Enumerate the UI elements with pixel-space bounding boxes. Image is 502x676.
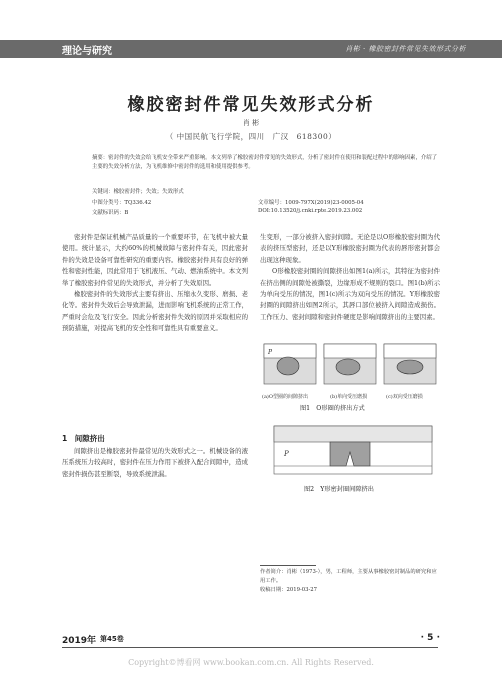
figure-1-caption: 图1 O形圈的挤出方式 (300, 405, 365, 412)
footer-year: 2019年 (62, 636, 97, 646)
keywords: 关键词：橡胶密封件；失效；失效形式 (92, 189, 184, 195)
left-column (62, 232, 248, 335)
figure-2-caption: 图2 Y形密封圈间隙挤出 (304, 486, 374, 493)
right-paragraph-2: O形橡胶密封圈的间隙挤出如图1(a)所示，其特征为密封件在挤出侧的间隙处被撕裂，边缘形成不规则的裂口。图1(b)所示为单向受压的情况，图1(c)所示为双向受压的情况。Y形橡胶密封圈的间隙挤出如图2所示，其唇口部位被挤入间隙造成损伤。工作压力、密封间隙和密封件硬度是影响间隙挤出的主要因素。 (260, 267, 440, 321)
right-column (260, 232, 440, 323)
figure-1b-caption: (b)单向受压磨损 (330, 394, 368, 400)
section-1-paragraph: 间隙挤出是橡胶密封件最常见的失效形式之一。机械设备的液压系统压力较高时，密封件在压力作用下被挤入配合间隙中，造成密封件损伤甚至断裂，导致系统泄漏。 (62, 447, 248, 478)
page-number: · 5 · (420, 633, 440, 643)
article-author: 肖 彬 (242, 119, 260, 127)
clc-number: 中图分类号：TQ336.42 (92, 200, 152, 206)
section-1-body (62, 446, 248, 480)
pressure-label-fig2: P (284, 450, 289, 458)
doi: DOI:10.13520/j.cnki.rpte.2019.23.002 (258, 208, 363, 214)
left-paragraph-2: 橡胶密封件的失效形式主要有挤出、压缩永久变形、磨损、老化等。密封件失效后会导致泄漏，进而影响飞机系统的正常工作，严重时会危及飞行安全。因此分析密封件失效的原因并采取相应的预防措施，对提高飞机的安全性和可靠性具有重要意义。 (62, 290, 248, 333)
figure-1a-caption: (a)O型圈的间隙挤出 (262, 394, 308, 400)
abstract: 摘要：密封件的失效会给飞机安全带来严重影响。本文列举了橡胶密封件常见的失效形式，分析了密封件在使用和装配过程中的影响因素，介绍了主要的失效分析方法，为飞机维修中密封件的选用和使用提供参考。 (92, 155, 438, 170)
figure-1c-caption: (c)双向受压磨损 (386, 394, 423, 400)
left-paragraph-1: 密封件是保证机械产品质量的一个重要环节，在飞机中被大量使用。统计显示，大约60%的机械故障与密封件有关，因此密封件的失效是设备可靠性研究的重要内容。橡胶密封件具有良好的弹性和密封性能，因此常用于飞机液压、气动、燃油系统中。本文列举了橡胶密封件常见的失效形式，并分析了失效原因。 (62, 233, 248, 287)
author-affiliation: （ 中国民航飞行学院，四川 广汉 618300） (165, 132, 337, 141)
copyright-watermark: Copyright©博看网 www.bookan.com.cn. All Rights Reserved. (128, 658, 374, 667)
footnote-divider (260, 565, 316, 566)
footer-volume: 第45卷 (100, 635, 124, 643)
article-title: 橡胶密封件常见失效形式分析 (127, 95, 375, 115)
right-paragraph-1: 生变形，一部分被挤入密封间隙。无论是以O形橡胶密封圈为代表的挤压型密封，还是以Y形橡胶密封圈为代表的唇形密封都会出现这种现象。 (260, 233, 440, 264)
figure-1c (384, 344, 436, 384)
section-label: 理论与研究 (62, 46, 112, 57)
article-number: 文章编号：1009-797X(2019)23-0005-04 (258, 200, 364, 206)
section-1-heading: 1 间隙挤出 (62, 434, 105, 443)
figure-1-o-ring-extrusion (260, 338, 440, 390)
pressure-label-fig1: P (268, 349, 273, 356)
document-code: 文献标识码：B (92, 210, 129, 216)
figure-1a (264, 344, 316, 384)
received-date: 收稿日期：2019-03-27 (260, 586, 318, 593)
figure-2-y-seal-extrusion (270, 422, 436, 478)
figure-1b (324, 344, 376, 384)
running-head: 肖彬 · 橡胶密封件常见失效形式分析 (345, 45, 466, 53)
footnote (260, 568, 440, 594)
author-bio: 作者简介：肖彬（1973-），男，工程师，主要从事橡胶密封制品的研究和应用工作。 (260, 569, 437, 584)
footer-divider (62, 647, 438, 648)
